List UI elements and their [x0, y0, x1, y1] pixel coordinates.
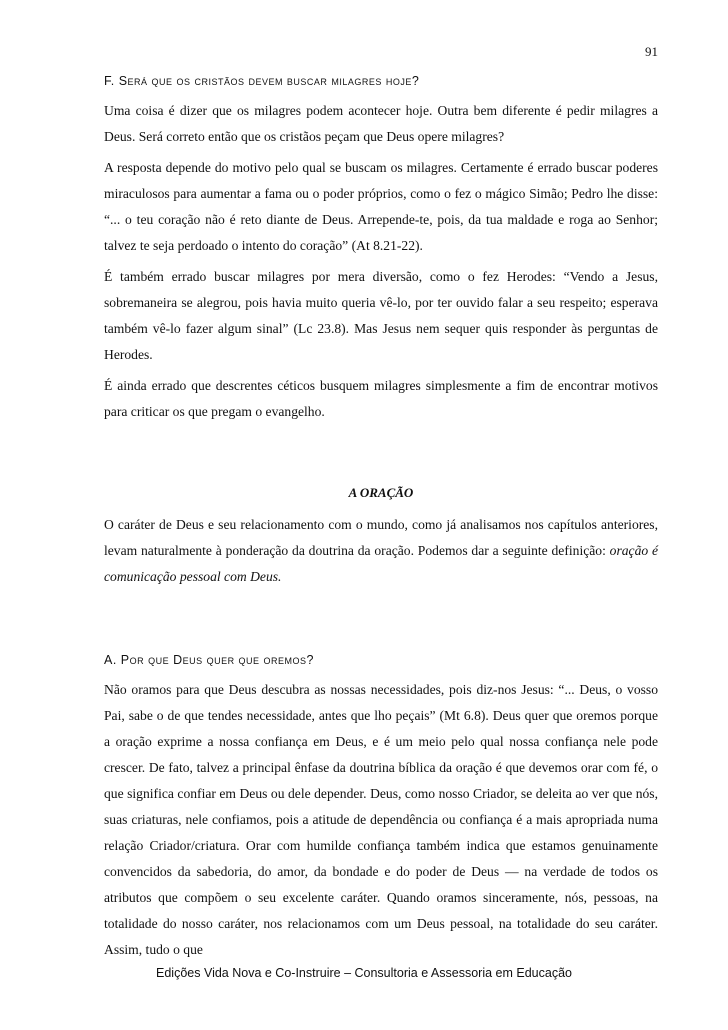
section-f-heading: F. Será que os cristãos devem buscar milagres hoje? — [104, 74, 420, 88]
page-body — [104, 64, 658, 968]
section-a-heading: A. Por que Deus quer que oremos? — [104, 653, 314, 667]
section-f-paragraph-1: Uma coisa é dizer que os milagres podem acontecer hoje. Outra bem diferente é pedir milagres a Deus. Será correto então que os cristãos peçam que Deus opere milagres? — [104, 103, 658, 144]
page-number: 91 — [645, 44, 658, 59]
definition-text: oração é comunicação pessoal com Deus. — [104, 543, 658, 584]
page-footer: Edições Vida Nova e Co-Instruire – Consultoria e Assessoria em Educação — [156, 966, 572, 980]
section-f-paragraph-3: É também errado buscar milagres por mera diversão, como o fez Herodes: “Vendo a Jesus, sobremaneira se alegrou, pois havia muito queria vê-lo, por ter ouvido falar a seu respeito; esperava também vê-lo fazer algum sinal” (Lc 23.8). Mas Jesus nem sequer quis responder às perguntas de Herodes. — [104, 269, 658, 362]
section-a-paragraph: Não oramos para que Deus descubra as nossas necessidades, pois diz-nos Jesus: “... Deus, o vosso Pai, sabe o de que tendes necessidade, antes que lho peçais” (Mt 6.8). Deus quer que oremos porque a oração exprime a nossa confiança em Deus, e é um meio pelo qual nossa confiança nele pode crescer. De fato, talvez a principal ênfase da doutrina bíblica da oração é que devemos orar com fé, o que significa confiar em Deus ou dele depender. Deus, como nosso Criador, se deleita ao ver que nós, suas criaturas, nele confiamos, pois a atitude de dependência ou confiança é a mais apropriada numa relação Criador/criatura. Orar com humilde confiança também indica que estamos genuinamente convencidos da sabedoria, do amor, da bondade e do poder de Deus — na verdade de todos os atributos que compõem o seu excelente caráter. Quando oramos sinceramente, nós, pessoas, na totalidade do nosso caráter, nos relacionamos com um Deus pessoal, na totalidade do seu caráter. Assim, tudo o que — [104, 682, 658, 957]
section-f-paragraph-2: A resposta depende do motivo pelo qual se buscam os milagres. Certamente é errado buscar poderes miraculosos para aumentar a fama ou o poder próprios, como o fez o mágico Simão; Pedro lhe disse: “... o teu coração não é reto diante de Deus. Arrepende-te, pois, da tua maldade e roga ao Senhor; talvez te seja perdoado o intento do coração” (At 8.21-22). — [104, 160, 658, 253]
section-f-paragraph-4: É ainda errado que descrentes céticos busquem milagres simplesmente a fim de encontrar motivos para criticar os que pregam o evangelho. — [104, 378, 658, 419]
chapter-intro-text: O caráter de Deus e seu relacionamento com o mundo, como já analisamos nos capítulos anteriores, levam naturalmente à ponderação da doutrina da oração. Podemos dar a seguinte definição: — [104, 517, 658, 558]
chapter-title: A ORAÇÃO — [348, 485, 414, 500]
chapter-intro-paragraph — [104, 512, 658, 590]
